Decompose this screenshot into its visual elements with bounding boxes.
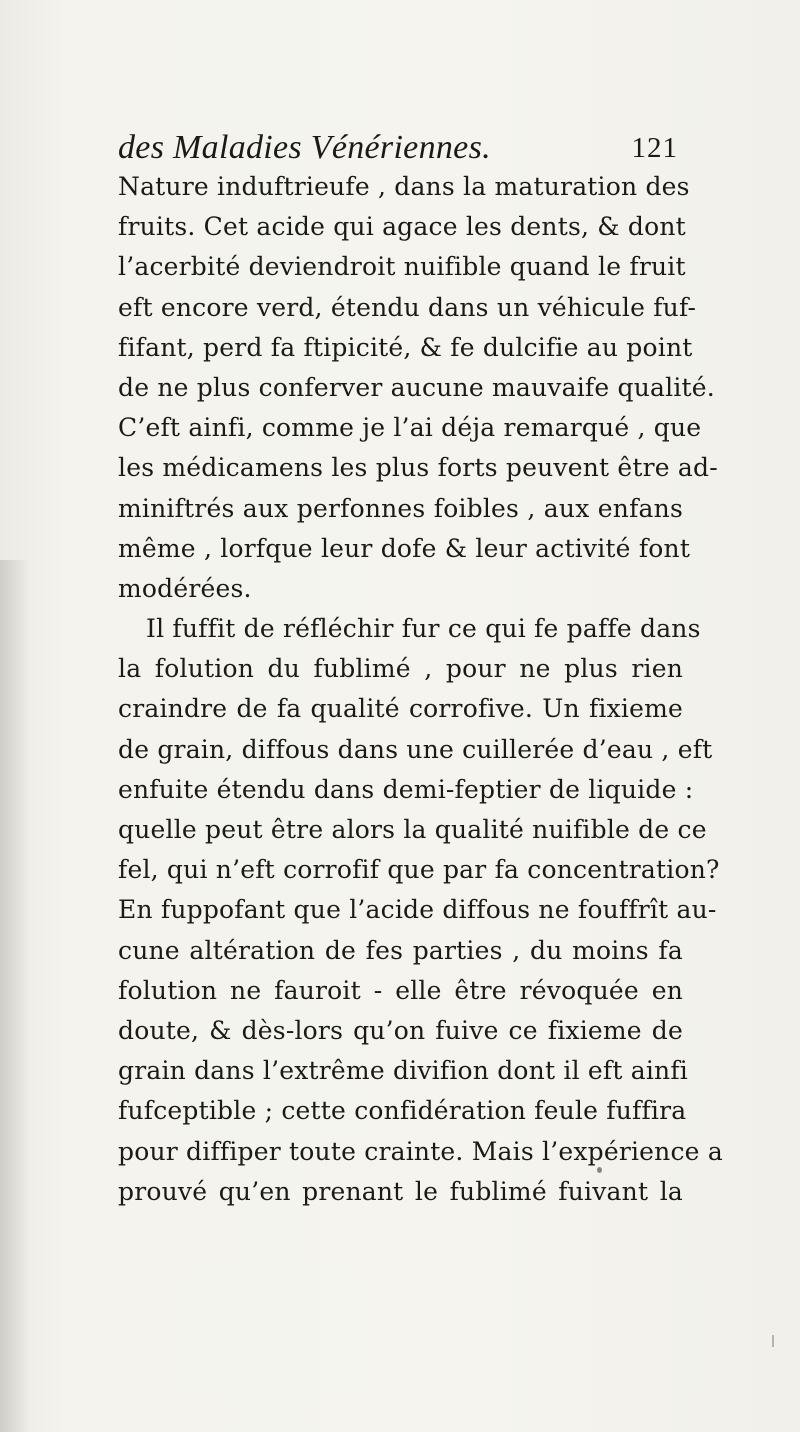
text-line: de grain, diffous dans une cuillerée d’eau , eft (118, 734, 713, 764)
text-line: miniftrés aux perfonnes foibles , aux enfans (118, 493, 683, 523)
text-line: même , lorfque leur dofe & leur activité font (118, 533, 691, 563)
text-line: fufceptible ; cette confidération feule fuffira (118, 1096, 687, 1126)
text-line: En fuppofant que l’acide diffous ne fouffrît au- (118, 895, 717, 925)
text-line: cune altération de fes parties , du moins fa (118, 935, 683, 965)
text-line: fruits. Cet acide qui agace les dents, & dont (118, 212, 686, 242)
text-line: la folution du fublimé , pour ne plus rien (118, 654, 683, 684)
text-line: grain dans l’extrême divifion dont il eft ainfi (118, 1056, 689, 1086)
text-line: pour diffiper toute crainte. Mais l’expérience a (118, 1136, 723, 1166)
text-line: craindre de fa qualité corrofive. Un fixieme (118, 694, 683, 724)
text-line: Il fuffit de réfléchir fur ce qui fe paffe dans (146, 614, 701, 644)
body-text (118, 167, 723, 1212)
text-line: prouvé qu’en prenant le fublimé fuivant la (118, 1176, 683, 1206)
text-line: eft encore verd, étendu dans un véhicule fuf- (118, 292, 697, 322)
text-line: doute, & dès-lors qu’on fuive ce fixieme de (118, 1015, 683, 1045)
ink-spot (597, 1167, 602, 1173)
gutter-shadow (0, 560, 30, 1432)
text-line: Nature induftrieufe , dans la maturation des (118, 172, 690, 201)
text-line: C’eft ainfi, comme je l’ai déja remarqué , que (118, 413, 702, 443)
ink-spot (772, 1335, 774, 1347)
text-line: enfuite étendu dans demi-feptier de liquide : (118, 774, 694, 804)
page-header (118, 128, 678, 168)
running-head: des Maladies Vénériennes. (118, 129, 491, 166)
text-line: l’acerbité deviendroit nuifible quand le fruit (118, 252, 686, 282)
text-line: de ne plus conferver aucune mauvaife qualité. (118, 372, 715, 402)
text-line: quelle peut être alors la qualité nuifible de ce (118, 815, 707, 844)
text-line: folution ne fauroit - elle être révoquée en (118, 975, 683, 1005)
text-line: fel, qui n’eft corrofif que par fa concentration? (118, 855, 720, 885)
text-line: modérées. (118, 573, 252, 603)
text-line: les médicamens les plus forts peuvent être ad- (118, 453, 718, 483)
text-line: fifant, perd fa ftipicité, & fe dulcifie au point (118, 332, 693, 362)
page-number: 121 (631, 132, 678, 164)
